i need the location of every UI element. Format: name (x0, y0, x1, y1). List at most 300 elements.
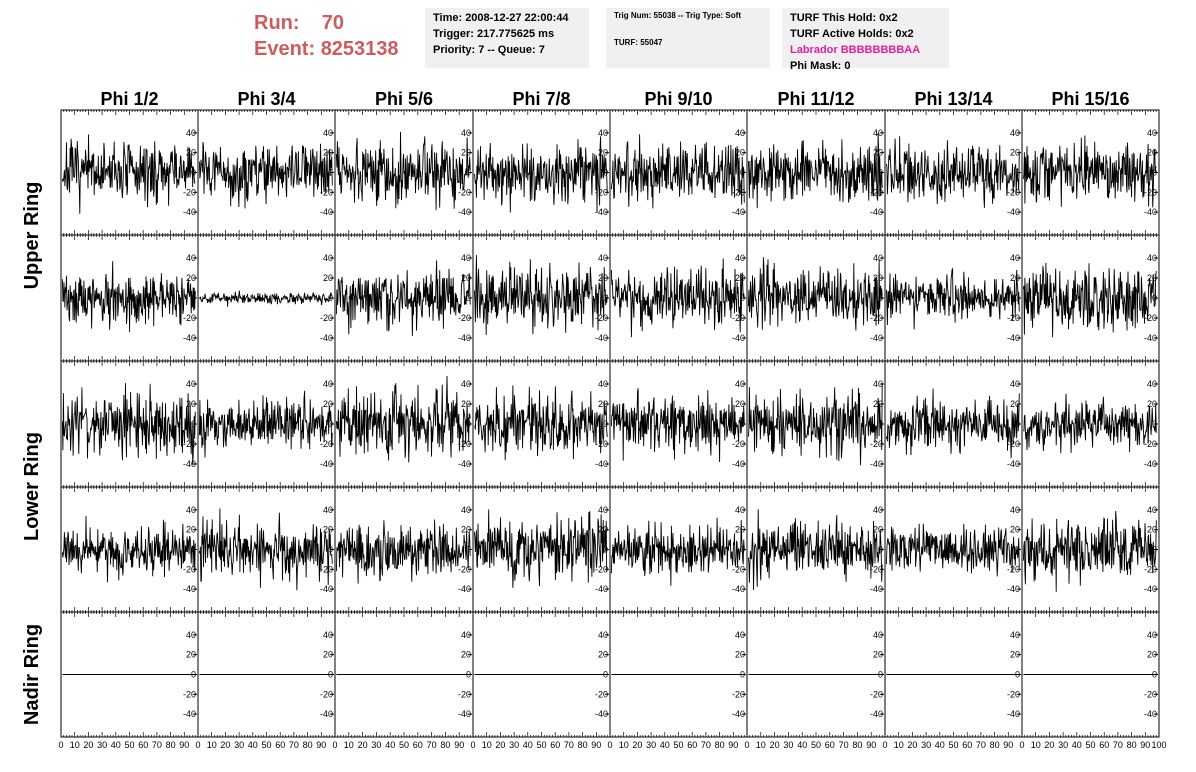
y-tick-label: 40 (322, 379, 333, 389)
y-tick-label: 20 (1146, 649, 1157, 660)
y-tick-label: -40 (457, 207, 471, 218)
y-tick-label: -20 (319, 689, 333, 700)
waveform-trace (199, 142, 332, 208)
row-label: Lower Ring (21, 432, 43, 541)
waveform-trace (474, 255, 607, 335)
y-tick-label: -40 (1006, 709, 1020, 720)
waveform-trace (1023, 263, 1156, 337)
y-tick-label: 0 (877, 167, 883, 178)
waveform-trace (474, 136, 607, 212)
x-tick-label: 60 (275, 740, 286, 750)
y-tick-label: 0 (739, 544, 745, 555)
y-tick-label: 0 (877, 544, 883, 555)
y-tick-label: 40 (597, 379, 608, 389)
y-tick-label: -20 (869, 313, 883, 323)
y-tick-label: 0 (1151, 293, 1157, 303)
y-tick-label: -20 (457, 439, 471, 449)
priority-queue-text: Priority: 7 -- Queue: 7 (433, 44, 545, 56)
row-label: Nadir Ring (21, 623, 43, 726)
y-tick-label: -40 (457, 333, 471, 343)
x-tick-label: 0 (744, 740, 750, 750)
x-tick-label: 90 (866, 740, 877, 750)
x-tick-label: 60 (1099, 740, 1110, 750)
turf-active-holds-text: TURF Active Holds: 0x2 (790, 28, 914, 40)
y-tick-label: -20 (731, 313, 745, 323)
y-tick-label: -20 (594, 187, 608, 198)
y-tick-label: -20 (1006, 187, 1020, 198)
y-tick-label: 0 (602, 669, 608, 680)
x-tick-label: 70 (563, 740, 574, 750)
x-tick-label: 10 (69, 740, 80, 750)
y-tick-label: 40 (597, 253, 608, 263)
y-tick-label: 20 (185, 649, 196, 660)
y-tick-label: -20 (594, 313, 608, 323)
waveform-trace (886, 269, 1019, 330)
waveform-trace (748, 384, 882, 465)
row-label: Upper Ring (21, 181, 43, 290)
y-tick-label: -20 (319, 439, 333, 449)
y-tick-label: 0 (739, 167, 745, 178)
x-tick-label: 70 (151, 740, 162, 750)
waveform-trace (748, 509, 882, 590)
x-tick-label: 30 (371, 740, 382, 750)
column-header: Phi 9/10 (644, 89, 713, 109)
y-tick-label: 40 (1146, 253, 1157, 263)
y-tick-label: 40 (597, 629, 608, 640)
x-tick-label: 90 (728, 740, 739, 750)
y-tick-label: 20 (322, 273, 333, 283)
x-tick-label: 60 (138, 740, 149, 750)
y-tick-label: -40 (869, 459, 883, 469)
x-tick-label: 0 (470, 740, 476, 750)
y-tick-label: -40 (731, 207, 745, 218)
waveform-trace (62, 516, 195, 582)
waveform-trace (611, 258, 744, 337)
y-tick-label: 40 (597, 127, 608, 138)
y-tick-label: 40 (185, 629, 196, 640)
y-tick-label: 20 (460, 399, 471, 409)
y-tick-label: -20 (594, 564, 608, 575)
y-tick-label: 0 (1151, 167, 1157, 178)
x-tick-label: 90 (454, 740, 465, 750)
x-tick-label: 80 (577, 740, 588, 750)
waveform-trace (886, 524, 1019, 577)
y-tick-label: 20 (872, 273, 883, 283)
y-tick-label: 0 (602, 167, 608, 178)
y-tick-label: 0 (465, 293, 471, 303)
x-tick-label: 30 (646, 740, 657, 750)
y-tick-label: -40 (1143, 584, 1157, 595)
y-tick-label: 40 (872, 504, 883, 515)
y-tick-label: -40 (1143, 709, 1157, 720)
x-tick-label: 80 (852, 740, 863, 750)
x-tick-label: 40 (110, 740, 121, 750)
y-tick-label: -20 (594, 439, 608, 449)
x-tick-label: 50 (261, 740, 272, 750)
y-tick-label: 0 (1014, 544, 1020, 555)
x-tick-label: 40 (385, 740, 396, 750)
x-tick-label: 50 (124, 740, 135, 750)
y-tick-label: 40 (1146, 379, 1157, 389)
y-tick-label: 0 (190, 544, 196, 555)
x-tick-label: 10 (343, 740, 354, 750)
waveform-trace (886, 136, 1019, 208)
x-tick-label: 40 (934, 740, 945, 750)
y-tick-label: -20 (1006, 313, 1020, 323)
x-tick-label: 20 (357, 740, 368, 750)
y-tick-label: 40 (460, 504, 471, 515)
x-tick-label: 80 (302, 740, 313, 750)
y-tick-label: 40 (460, 127, 471, 138)
y-tick-label: 0 (739, 419, 745, 429)
y-tick-label: -40 (457, 584, 471, 595)
y-tick-label: 0 (1014, 669, 1020, 680)
y-tick-label: -20 (457, 313, 471, 323)
event-value: 8253138 (320, 38, 399, 60)
x-tick-label: 30 (783, 740, 794, 750)
y-tick-label: 0 (1151, 419, 1157, 429)
y-tick-label: 20 (1009, 524, 1020, 535)
y-tick-label: 40 (872, 629, 883, 640)
y-tick-label: 40 (1009, 127, 1020, 138)
column-header: Phi 7/8 (512, 89, 571, 109)
y-tick-label: 0 (739, 293, 745, 303)
y-tick-label: 20 (460, 649, 471, 660)
waveform-trace (62, 383, 195, 465)
y-tick-label: -40 (319, 333, 333, 343)
y-tick-label: 20 (1146, 399, 1157, 409)
y-tick-label: 20 (597, 524, 608, 535)
waveform-trace (474, 385, 607, 460)
y-tick-label: 40 (185, 127, 196, 138)
y-tick-label: 40 (1009, 504, 1020, 515)
waveform-trace (199, 291, 332, 307)
y-tick-label: 0 (465, 167, 471, 178)
x-tick-label: 80 (440, 740, 451, 750)
event-label: Event: (254, 38, 316, 60)
y-tick-label: 20 (872, 399, 883, 409)
x-tick-label: 10 (206, 740, 217, 750)
y-tick-label: 20 (185, 524, 196, 535)
x-tick-label: 70 (975, 740, 986, 750)
y-tick-label: 20 (185, 399, 196, 409)
y-tick-label: -40 (319, 584, 333, 595)
y-tick-label: 0 (190, 419, 196, 429)
x-tick-label: 90 (1140, 740, 1151, 750)
x-tick-label: 40 (1071, 740, 1082, 750)
x-tick-label: 40 (522, 740, 533, 750)
y-tick-label: 0 (877, 293, 883, 303)
y-tick-label: -20 (731, 564, 745, 575)
waveform-trace (199, 508, 332, 590)
y-tick-label: 40 (460, 629, 471, 640)
x-tick-label: 0 (607, 740, 613, 750)
y-tick-label: -40 (869, 709, 883, 720)
x-tick-label: 70 (426, 740, 437, 750)
y-tick-label: -40 (1006, 459, 1020, 469)
y-tick-label: 20 (185, 147, 196, 158)
x-tick-label: 40 (247, 740, 258, 750)
y-tick-label: 20 (734, 273, 745, 283)
time-text: Time: 2008-12-27 22:00:44 (433, 12, 569, 24)
y-tick-label: 40 (322, 504, 333, 515)
turf-this-hold-text: TURF This Hold: 0x2 (790, 12, 898, 24)
waveform-trace (336, 520, 470, 584)
x-tick-label: 20 (220, 740, 231, 750)
y-tick-label: -20 (594, 689, 608, 700)
y-tick-label: 40 (185, 504, 196, 515)
y-tick-label: 40 (1146, 629, 1157, 640)
waveform-trace (1023, 511, 1157, 595)
waveform-trace (748, 133, 882, 208)
y-tick-label: 40 (734, 504, 745, 515)
y-tick-label: 40 (1009, 379, 1020, 389)
y-tick-label: -40 (319, 709, 333, 720)
y-tick-label: 20 (1009, 649, 1020, 660)
y-tick-label: 0 (1151, 669, 1157, 680)
y-tick-label: 20 (322, 649, 333, 660)
y-tick-label: 20 (185, 273, 196, 283)
x-tick-label: 100 (1151, 740, 1167, 750)
column-header: Phi 15/16 (1051, 89, 1130, 109)
y-tick-label: -40 (182, 584, 196, 595)
y-tick-label: 20 (734, 649, 745, 660)
y-tick-label: -40 (731, 709, 745, 720)
y-tick-label: -20 (1143, 313, 1157, 323)
y-tick-label: 20 (322, 147, 333, 158)
y-tick-label: 0 (465, 669, 471, 680)
x-tick-label: 70 (838, 740, 849, 750)
y-tick-label: 40 (734, 629, 745, 640)
trig-num-type-text: Trig Num: 55038 -- Trig Type: Soft (614, 11, 741, 20)
turf-text: TURF: 55047 (614, 38, 663, 47)
y-tick-label: 20 (1146, 273, 1157, 283)
y-tick-label: -40 (1143, 459, 1157, 469)
y-tick-label: 20 (1146, 524, 1157, 535)
y-tick-label: -20 (182, 313, 196, 323)
y-tick-label: -20 (1006, 689, 1020, 700)
x-tick-label: 50 (536, 740, 547, 750)
x-tick-label: 50 (673, 740, 684, 750)
y-tick-label: -40 (182, 207, 196, 218)
waveform-trace (62, 135, 195, 214)
y-tick-label: 40 (322, 253, 333, 263)
y-tick-label: -40 (182, 333, 196, 343)
waveform-trace (336, 132, 470, 210)
waveform-trace (611, 134, 744, 208)
y-tick-label: 0 (1014, 419, 1020, 429)
y-tick-label: -40 (1006, 207, 1020, 218)
phi-mask-text: Phi Mask: 0 (790, 60, 851, 72)
x-tick-label: 40 (797, 740, 808, 750)
x-tick-label: 30 (234, 740, 245, 750)
x-tick-label: 60 (824, 740, 835, 750)
x-tick-label: 80 (1126, 740, 1137, 750)
y-tick-label: -40 (594, 333, 608, 343)
y-tick-label: 40 (734, 127, 745, 138)
y-tick-label: -20 (869, 187, 883, 198)
x-tick-label: 0 (1019, 740, 1025, 750)
y-tick-label: -20 (1006, 439, 1020, 449)
y-tick-label: 20 (1146, 147, 1157, 158)
y-tick-label: 40 (185, 253, 196, 263)
y-tick-label: 40 (460, 379, 471, 389)
x-tick-label: 60 (687, 740, 698, 750)
y-tick-label: -20 (869, 564, 883, 575)
y-tick-label: -40 (594, 207, 608, 218)
y-tick-label: -20 (182, 439, 196, 449)
x-tick-label: 10 (893, 740, 904, 750)
y-tick-label: -20 (182, 564, 196, 575)
y-tick-label: -20 (319, 564, 333, 575)
y-tick-label: -20 (457, 689, 471, 700)
x-tick-label: 30 (921, 740, 932, 750)
y-tick-label: 20 (460, 273, 471, 283)
column-header: Phi 3/4 (237, 89, 296, 109)
y-tick-label: -20 (869, 689, 883, 700)
x-tick-label: 50 (810, 740, 822, 750)
y-tick-label: -20 (869, 439, 883, 449)
y-tick-label: 20 (734, 147, 745, 158)
run-value: 70 (321, 12, 345, 34)
waveform-trace (336, 260, 470, 336)
y-tick-label: 0 (1014, 293, 1020, 303)
y-tick-label: -20 (182, 689, 196, 700)
waveform-trace (1023, 394, 1156, 453)
x-tick-label: 60 (962, 740, 973, 750)
x-tick-label: 80 (165, 740, 176, 750)
labrador-text: Labrador BBBBBBBBAA (790, 44, 921, 56)
y-tick-label: 40 (460, 253, 471, 263)
y-tick-label: 0 (327, 669, 333, 680)
y-tick-label: -40 (319, 459, 333, 469)
waveform-trace (1023, 136, 1156, 208)
y-tick-label: 40 (734, 253, 745, 263)
waveform-trace (748, 257, 882, 330)
y-tick-label: 0 (465, 544, 471, 555)
x-tick-label: 20 (1044, 740, 1055, 750)
y-tick-label: 0 (602, 419, 608, 429)
x-tick-label: 10 (481, 740, 492, 750)
x-tick-label: 20 (907, 740, 918, 750)
y-tick-label: 40 (734, 379, 745, 389)
waveform-trace (336, 376, 470, 462)
y-tick-label: -40 (869, 584, 883, 595)
y-tick-label: 40 (1146, 504, 1157, 515)
y-tick-label: 40 (597, 504, 608, 515)
run-label: Run: (254, 12, 300, 34)
x-tick-label: 90 (179, 740, 190, 750)
y-tick-label: 20 (1009, 399, 1020, 409)
y-tick-label: -20 (182, 187, 196, 198)
y-tick-label: 20 (597, 147, 608, 158)
y-tick-label: 20 (460, 147, 471, 158)
y-tick-label: 40 (872, 253, 883, 263)
x-tick-label: 10 (618, 740, 629, 750)
y-tick-label: -40 (457, 459, 471, 469)
x-tick-label: 40 (659, 740, 670, 750)
y-tick-label: 0 (877, 669, 883, 680)
x-tick-label: 60 (412, 740, 423, 750)
y-tick-label: -20 (1143, 439, 1157, 449)
y-tick-label: -20 (1006, 564, 1020, 575)
y-tick-label: -20 (731, 689, 745, 700)
y-tick-label: 20 (1009, 273, 1020, 283)
x-tick-label: 90 (1003, 740, 1014, 750)
y-tick-label: 20 (322, 399, 333, 409)
y-tick-label: 0 (190, 669, 196, 680)
x-tick-label: 80 (989, 740, 1000, 750)
y-tick-label: 20 (597, 649, 608, 660)
y-tick-label: 40 (322, 629, 333, 640)
y-tick-label: -40 (1006, 584, 1020, 595)
x-tick-label: 10 (1030, 740, 1041, 750)
x-tick-label: 30 (1058, 740, 1069, 750)
x-tick-label: 20 (632, 740, 643, 750)
y-tick-label: 20 (1009, 147, 1020, 158)
x-tick-label: 50 (948, 740, 959, 750)
waveform-trace (886, 389, 1019, 458)
y-tick-label: 20 (597, 399, 608, 409)
y-tick-label: 40 (872, 379, 883, 389)
y-tick-label: 0 (327, 544, 333, 555)
waveform-trace (474, 509, 607, 588)
y-tick-label: 20 (872, 649, 883, 660)
y-tick-label: -40 (1006, 333, 1020, 343)
x-tick-label: 20 (83, 740, 94, 750)
y-tick-label: -40 (319, 207, 333, 218)
y-tick-label: -20 (457, 564, 471, 575)
y-tick-label: -40 (1143, 207, 1157, 218)
y-tick-label: 20 (322, 524, 333, 535)
y-tick-label: 0 (1151, 544, 1157, 555)
x-tick-label: 0 (882, 740, 888, 750)
y-tick-label: -40 (594, 584, 608, 595)
y-tick-label: 40 (322, 127, 333, 138)
trigger-text: Trigger: 217.775625 ms (433, 28, 555, 40)
y-tick-label: 40 (872, 127, 883, 138)
x-tick-label: 50 (398, 740, 410, 750)
y-tick-label: 20 (872, 524, 883, 535)
column-header: Phi 13/14 (914, 89, 993, 109)
y-tick-label: 20 (734, 399, 745, 409)
y-tick-label: 0 (327, 167, 333, 178)
y-tick-label: -20 (1143, 187, 1157, 198)
y-tick-label: 20 (460, 524, 471, 535)
y-tick-label: 40 (1146, 127, 1157, 138)
y-tick-label: 20 (734, 524, 745, 535)
y-tick-label: -20 (1143, 564, 1157, 575)
y-tick-label: -40 (594, 459, 608, 469)
y-tick-label: 40 (1009, 253, 1020, 263)
x-tick-label: 0 (195, 740, 201, 750)
y-tick-label: 0 (602, 544, 608, 555)
y-tick-label: -20 (731, 187, 745, 198)
x-tick-label: 80 (714, 740, 725, 750)
y-tick-label: 40 (1009, 629, 1020, 640)
x-tick-label: 30 (97, 740, 108, 750)
x-tick-label: 0 (58, 740, 64, 750)
x-tick-label: 70 (1112, 740, 1123, 750)
y-tick-label: 0 (190, 293, 196, 303)
y-tick-label: -40 (731, 459, 745, 469)
x-tick-label: 0 (332, 740, 338, 750)
y-tick-label: 0 (1014, 167, 1020, 178)
y-tick-label: 0 (327, 419, 333, 429)
y-tick-label: -20 (1143, 689, 1157, 700)
x-tick-label: 70 (288, 740, 299, 750)
waveform-trace (62, 261, 195, 332)
